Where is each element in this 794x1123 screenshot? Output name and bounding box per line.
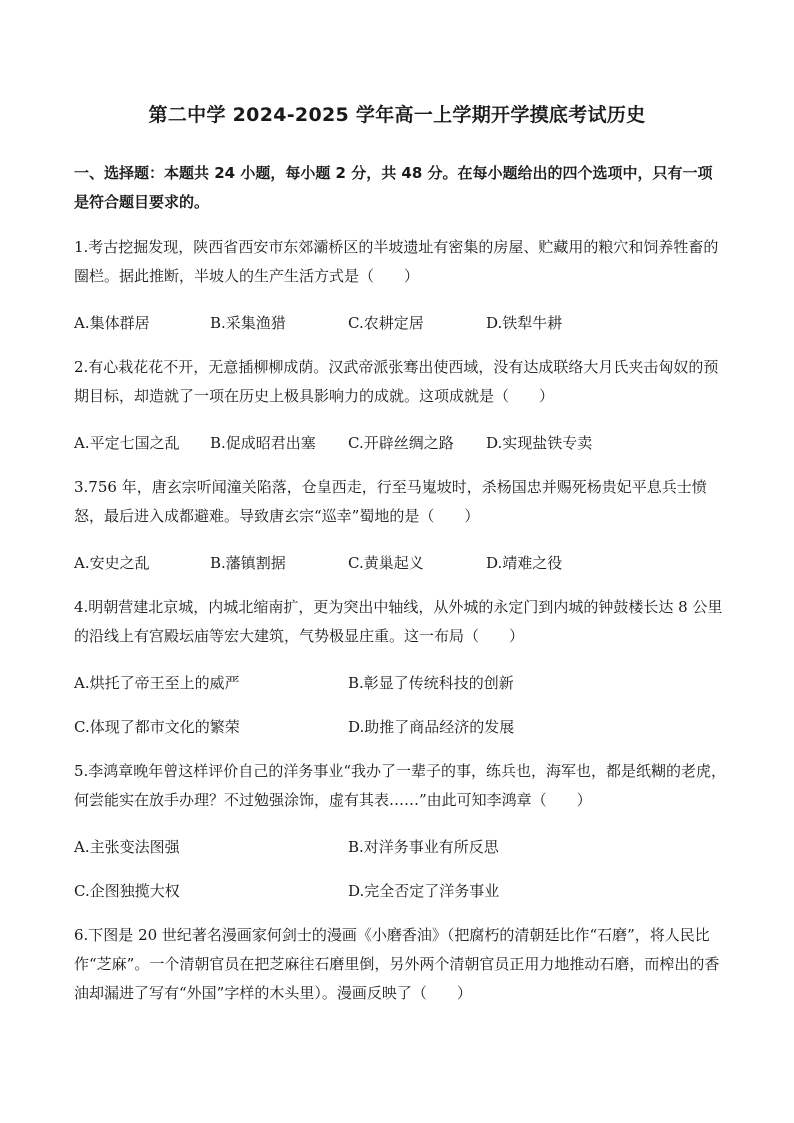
question-4-stem: 4.明朝营建北京城，内城北缩南扩，更为突出中轴线，从外城的永定门到内城的钟鼓楼长达 8 公里的沿线上有宫殿坛庙等宏大建筑，气势极显庄重。这一布局（ ） [74, 598, 723, 645]
question-5-stem: 5.李鸿章晚年曾这样评价自己的洋务事业“我办了一辈子的事，练兵也，海军也，都是纸糊的老虎，何尝能实在放手办理？不过勉强涂饰，虚有其表……”由此可知李鸿章（ ） [74, 762, 726, 809]
question-2-option-a[interactable]: A.平定七国之乱 [74, 434, 180, 452]
question-1-stem: 1.考古挖掘发现，陕西省西安市东郊灞桥区的半坡遗址有密集的房屋、贮藏用的粮穴和饲养牲畜的圈栏。据此推断，半坡人的生产生活方式是（ ） [74, 238, 719, 285]
question-3-option-c[interactable]: C.黄巢起义 [348, 554, 424, 572]
exam-title: 第二中学 2024-2025 学年高一上学期开学摸底考试历史 [148, 104, 646, 126]
question-4-option-d[interactable]: D.助推了商品经济的发展 [348, 718, 515, 736]
section-heading: 一、选择题：本题共 24 小题，每小题 2 分，共 48 分。在每小题给出的四个选项中，只有一项是符合题目要求的。 [74, 164, 713, 211]
question-4-option-c[interactable]: C.体现了都市文化的繁荣 [74, 718, 240, 736]
question-2-option-b[interactable]: B.促成昭君出塞 [210, 434, 316, 452]
question-2-option-c[interactable]: C.开辟丝绸之路 [348, 434, 454, 452]
question-2-stem: 2.有心栽花花不开，无意插柳柳成荫。汉武帝派张骞出使西域，没有达成联络大月氏夹击匈奴的预期目标，却造就了一项在历史上极具影响力的成就。这项成就是（ ） [74, 358, 719, 405]
question-5-option-b[interactable]: B.对洋务事业有所反思 [348, 838, 499, 856]
question-5-option-a[interactable]: A.主张变法图强 [74, 838, 180, 856]
question-1-option-b[interactable]: B.采集渔猎 [210, 314, 286, 332]
question-5-option-c[interactable]: C.企图独揽大权 [74, 882, 180, 900]
question-5-option-d[interactable]: D.完全否定了洋务事业 [348, 882, 500, 900]
question-6-stem: 6.下图是 20 世纪著名漫画家何剑士的漫画《小磨香油》（把腐朽的清朝廷比作“石磨”，将人民比作“芝麻”。一个清朝官员在把芝麻往石磨里倒，另外两个清朝官员正用力地推动石磨，而榨出的香油却漏进了写有“外国”字样的木头里）。漫画反映了（ ） [74, 926, 720, 1002]
question-2-option-d[interactable]: D.实现盐铁专卖 [486, 434, 593, 452]
question-4-option-b[interactable]: B.彰显了传统科技的创新 [348, 674, 514, 692]
question-3-option-b[interactable]: B.藩镇割据 [210, 554, 286, 572]
question-3-option-a[interactable]: A.安史之乱 [74, 554, 150, 572]
question-4-option-a[interactable]: A.烘托了帝王至上的威严 [74, 674, 240, 692]
question-3-stem: 3.756 年，唐玄宗听闻潼关陷落，仓皇西走，行至马嵬坡时，杀杨国忠并赐死杨贵妃平息兵士愤怒，最后进入成都避难。导致唐玄宗“巡幸”蜀地的是（ ） [74, 478, 707, 525]
question-1-option-c[interactable]: C.农耕定居 [348, 314, 424, 332]
question-1-option-d[interactable]: D.铁犁牛耕 [486, 314, 563, 332]
question-3-option-d[interactable]: D.靖难之役 [486, 554, 563, 572]
question-1-option-a[interactable]: A.集体群居 [74, 314, 150, 332]
